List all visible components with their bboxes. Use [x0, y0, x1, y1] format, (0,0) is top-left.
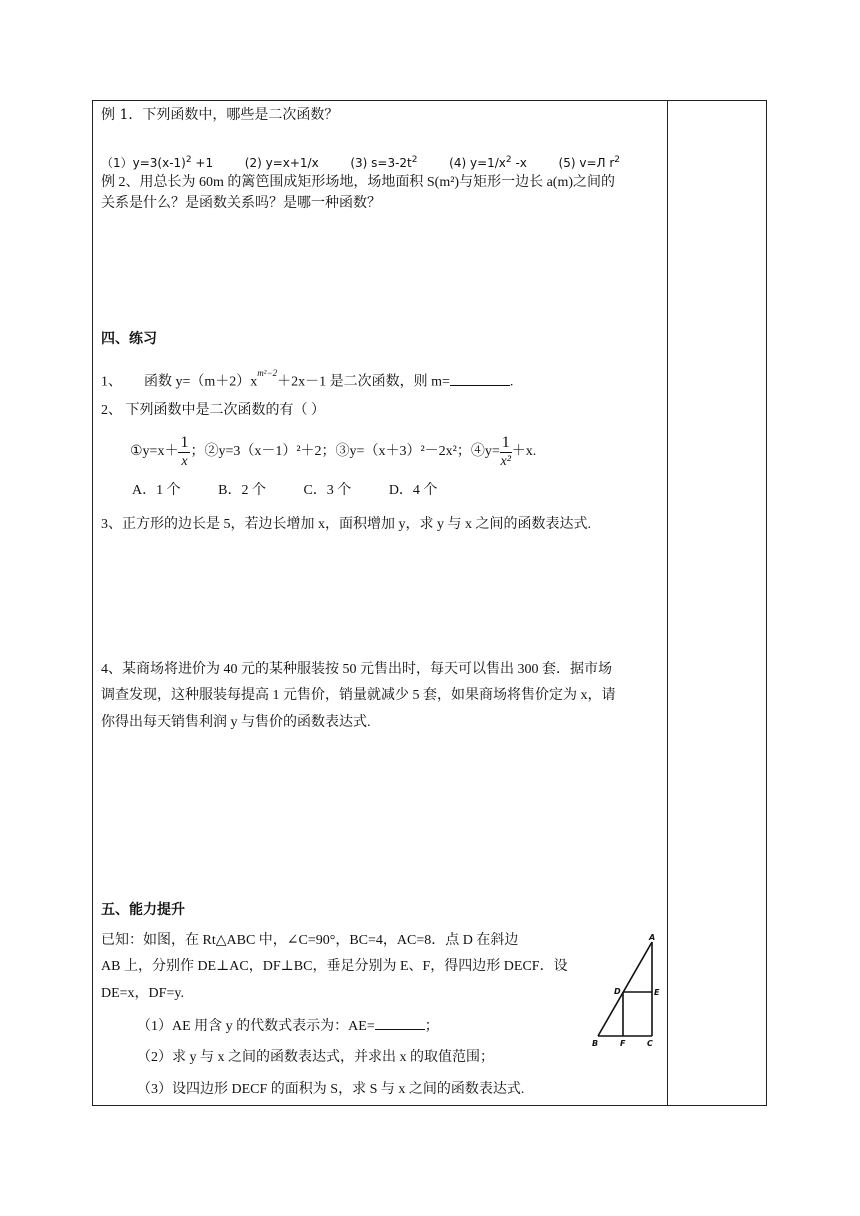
question4-line1: 4、某商场将进价为 40 元的某种服装按 50 元售出时，每天可以售出 300 套．据市场 [101, 662, 612, 677]
answer-blank-ae[interactable] [375, 1016, 425, 1030]
label-d: D [614, 987, 621, 996]
triangle-figure [590, 930, 664, 1050]
example1-item5: (5) v=Л $r^2$ [558, 155, 621, 170]
example1-item1: $(1)y=3(x-1)^2 +1$ [101, 155, 214, 170]
label-e: E [654, 988, 660, 997]
example1-item2: (2) y=x+1/x [244, 156, 319, 170]
fraction-1-over-x: $\frac{1}{x}$ [180, 433, 189, 469]
example1-options [101, 150, 620, 173]
worksheet-table [92, 100, 767, 1106]
example1-item4: (4) $y=1/x^2$ -x [449, 155, 527, 170]
fraction-1-over-x-squared: $\frac{1}{\text{x²}}$ [500, 433, 511, 469]
choice-b[interactable]: B．2 个 [218, 483, 266, 498]
label-f: F [620, 1039, 626, 1048]
example2-line2: 关系是什么？是函数关系吗？是哪一种函数？ [101, 196, 381, 211]
section4-heading: 四、练习 [101, 331, 157, 347]
section5-heading: 五、能力提升 [101, 902, 185, 918]
question4-line2: 调查发现，这种服装每提高 1 元售价，销量就减少 5 套，如果商场将售价定为 x，请 [101, 688, 616, 703]
example1-item3: (3) $s=3-2t^2$ [350, 155, 418, 170]
column-divider [667, 100, 668, 1106]
question2-choices [132, 481, 437, 501]
question1: 1、 函数 $y=(m+2)x^{m^2-2}+2x-1$ 是二次函数，则 m= . [101, 368, 514, 390]
choice-a[interactable]: A．1 个 [132, 483, 181, 498]
choice-c[interactable]: C．3 个 [303, 483, 352, 498]
part1: （1）AE 用含 y 的代数式表示为：AE= ； [137, 1016, 439, 1037]
part2: （2）求 y 与 x 之间的函数表达式，并求出 x 的取值范围； [137, 1050, 494, 1065]
question4-line3: 你得出每天销售利润 y 与售价的函数表达式. [101, 715, 371, 730]
part3: （3）设四边形 DECF 的面积为 S，求 S 与 x 之间的函数表达式. [137, 1082, 525, 1097]
answer-blank-q1[interactable] [450, 372, 510, 386]
section5-line2: AB 上，分别作 DE⊥AC，DF⊥BC，垂足分别为 E、F，得四边形 DECF．设 [101, 959, 568, 974]
side-ab [598, 942, 652, 1036]
example1-title: 例 1．下列函数中，哪些是二次函数？ [101, 107, 339, 123]
choice-d[interactable]: D．4 个 [388, 483, 438, 498]
label-c: C [647, 1039, 653, 1048]
label-b: B [592, 1039, 599, 1048]
question3: 3、正方形的边长是 5，若边长增加 x，面积增加 y，求 y 与 x 之间的函数表达式. [101, 517, 591, 532]
question2-options: ①y=x＋ $\frac{1}{x}$ ；②y=3（x－1）²＋2；③y=（x＋3）²－2x²；④y= $\frac{1}{\text{x²}}$ ＋x. [130, 433, 537, 469]
example2-line1: 例 2、用总长为 60m 的篱笆围成矩形场地，场地面积 S(m²)与矩形一边长 a(m)之间的 [101, 175, 616, 190]
question2: 2、 下列函数中是二次函数的有（ ） [101, 403, 325, 418]
section5-line1: 已知：如图，在 Rt△ABC 中，∠C=90°，BC=4，AC=8．点 D 在斜边 [101, 933, 519, 948]
section5-line3: DE=x，DF=y. [101, 986, 184, 1001]
label-a: A [649, 933, 656, 942]
